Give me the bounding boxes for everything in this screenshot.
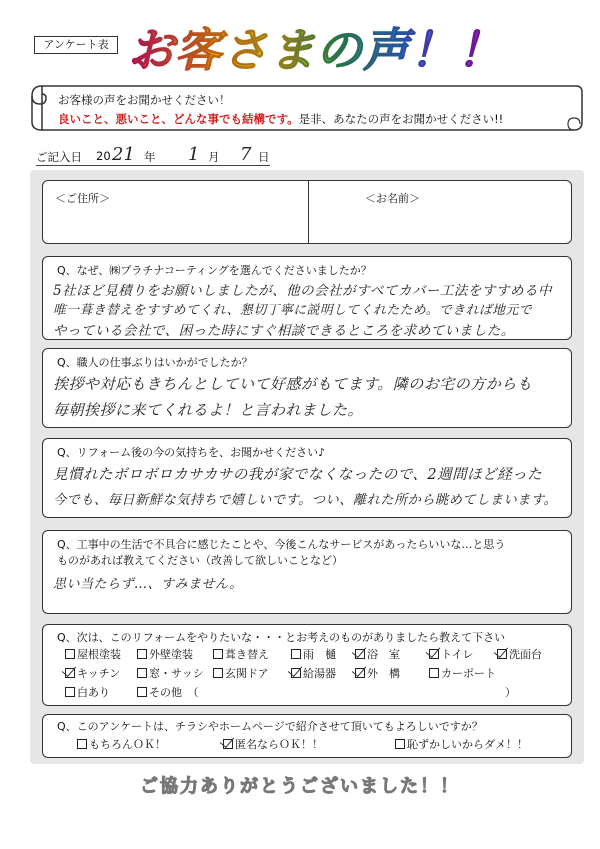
option-carport[interactable] xyxy=(429,666,496,682)
survey-tag: アンケート表 xyxy=(34,36,118,54)
option-label: もちろんＯＫ！ xyxy=(89,738,166,751)
option-label: 恥ずかしいからダメ！！ xyxy=(407,738,528,751)
checkbox-checked-icon[interactable] xyxy=(429,649,439,659)
reform-options-row-3 xyxy=(43,685,571,703)
answer-reason-line-1: 5社ほど見積りをお願いしましたが、他の会社がすべてカバー工法をすすめる中 xyxy=(53,283,552,299)
option-label: 給湯器 xyxy=(303,667,336,680)
answer-reason-line-3: やっている会社で、困った時にすぐ相談できるところを求めていました。 xyxy=(53,323,515,339)
option-window-sash[interactable] xyxy=(137,666,204,682)
question-box-publish-consent xyxy=(42,714,572,758)
reform-options-row-1 xyxy=(43,647,571,665)
checkbox-icon[interactable] xyxy=(395,739,405,749)
option-label: 玄関ドア xyxy=(225,667,269,680)
checkbox-icon[interactable] xyxy=(137,649,147,659)
checkbox-icon[interactable] xyxy=(429,668,439,678)
option-exterior[interactable] xyxy=(355,666,400,682)
question-improvements-line-1: Q、工事中の生活で不具合に感じたことや、今後こんなサービスがあったらいいな…と思う xyxy=(57,538,506,551)
option-no-embarrassed[interactable] xyxy=(395,737,528,753)
question-next-reform: Q、次は、このリフォームをやりたいな・・・とお考えのものがありましたら教えて下さい xyxy=(57,631,506,644)
checkbox-icon[interactable] xyxy=(77,739,87,749)
option-label: キッチン xyxy=(77,667,121,680)
intro-request: 是非、あなたの声をお聞かせください!! xyxy=(298,112,504,126)
option-label: 浴 室 xyxy=(367,648,400,661)
page-title: お客さまの声！！ xyxy=(128,22,508,78)
option-gutter[interactable] xyxy=(291,647,336,663)
option-of-course-ok[interactable] xyxy=(77,737,166,753)
checkbox-icon[interactable] xyxy=(65,687,75,697)
answer-craftsmanship-line-1: 挨拶や対応もきちんとしていて好感がもてます。隣のお宅の方からも xyxy=(53,375,533,393)
entry-date xyxy=(36,146,576,168)
intro-banner xyxy=(28,82,584,134)
option-entrance-door[interactable] xyxy=(213,666,269,682)
address-name-box xyxy=(42,180,572,244)
answer-feelings-line-1: 見慣れたボロボロカサカサの我が家でなくなったので、2週間ほど経った xyxy=(53,467,543,483)
address-label: ＜ご住所＞ xyxy=(55,192,110,205)
question-box-reason xyxy=(42,256,572,340)
option-bathroom[interactable] xyxy=(355,647,400,663)
year-prefix: 20 xyxy=(96,149,111,163)
answer-reason-line-2: 唯一葺き替えをすすめてくれ、懇切丁寧に説明してくれたため。できれば地元で xyxy=(53,303,533,318)
option-label: 外 構 xyxy=(367,667,400,680)
checkbox-checked-icon[interactable] xyxy=(355,668,365,678)
option-label: 屋根塗装 xyxy=(77,648,121,661)
year-unit: 年 xyxy=(144,150,156,164)
option-washbasin[interactable] xyxy=(497,647,542,663)
thanks-message: ご協力ありがとうございました！！ xyxy=(140,776,460,797)
checkbox-icon[interactable] xyxy=(65,649,75,659)
option-kitchen[interactable] xyxy=(65,666,120,682)
address-divider xyxy=(308,181,309,243)
option-toilet[interactable] xyxy=(429,647,473,663)
day-unit: 日 xyxy=(258,150,270,164)
question-feelings: Q、リフォーム後の今の気持ちを、お聞かせください♪ xyxy=(57,446,326,459)
option-water-heater[interactable] xyxy=(291,666,336,682)
name-label: ＜お名前＞ xyxy=(365,192,420,205)
option-label: 窓・サッシ xyxy=(149,667,204,680)
checkbox-checked-icon[interactable] xyxy=(355,649,365,659)
reform-options-row-2 xyxy=(43,666,571,684)
option-termites[interactable] xyxy=(65,685,110,701)
question-box-improvements xyxy=(42,530,572,614)
option-label: トイレ xyxy=(441,648,474,661)
date-label: ご記入日 xyxy=(36,150,82,164)
option-anonymous-ok[interactable] xyxy=(223,737,323,753)
question-box-feelings xyxy=(42,438,572,518)
option-label: 雨 樋 xyxy=(303,648,336,661)
checkbox-icon[interactable] xyxy=(291,649,301,659)
intro-emphasis: 良いこと、悪いこと、どんな事でも結構です。 xyxy=(58,112,299,126)
checkbox-icon[interactable] xyxy=(213,649,223,659)
month-handwritten: 1 xyxy=(188,144,200,165)
day-handwritten: 7 xyxy=(240,144,252,165)
question-publish-consent: Q、このアンケートは、チラシやホームページで紹介させて頂いてもよろしいですか？ xyxy=(57,720,483,733)
option-label: 外壁塗装 xyxy=(149,648,193,661)
checkbox-icon[interactable] xyxy=(137,668,147,678)
checkbox-icon[interactable] xyxy=(137,687,147,697)
question-improvements-line-2: ものがあれば教えてください（改善して欲しいことなど） xyxy=(57,554,343,567)
intro-line-2 xyxy=(58,111,503,127)
question-box-craftsmanship xyxy=(42,348,572,428)
month-unit: 月 xyxy=(208,150,220,164)
year-handwritten: 21 xyxy=(112,144,135,165)
option-label: 洗面台 xyxy=(509,648,542,661)
checkbox-checked-icon[interactable] xyxy=(497,649,507,659)
question-reason: Q、なぜ、㈱プラチナコーティングを選んでくださいましたか？ xyxy=(57,264,372,277)
option-wall-painting[interactable] xyxy=(137,647,193,663)
option-other[interactable] xyxy=(137,685,199,701)
option-roof-painting[interactable] xyxy=(65,647,121,663)
date-underline xyxy=(36,165,270,166)
option-label: その他 （ xyxy=(149,686,199,699)
checkbox-checked-icon[interactable] xyxy=(223,739,233,749)
checkbox-icon[interactable] xyxy=(213,668,223,678)
option-other-close: ） xyxy=(505,686,516,699)
checkbox-checked-icon[interactable] xyxy=(291,668,301,678)
option-label: 白あり xyxy=(77,686,110,699)
option-label: 葺き替え xyxy=(225,648,269,661)
intro-line-1: お客様の声をお聞かせください！ xyxy=(58,93,231,107)
question-box-next-reform xyxy=(42,624,572,706)
checkbox-checked-icon[interactable] xyxy=(65,668,75,678)
answer-improvements: 思い当たらず…、すみません。 xyxy=(53,577,243,592)
option-label: 匿名ならＯＫ！！ xyxy=(235,738,323,751)
question-craftsmanship: Q、職人の仕事ぶりはいかがでしたか？ xyxy=(57,356,253,369)
answer-feelings-line-2: 今でも、毎日新鮮な気持ちで嬉しいです。つい、離れた所から眺めてしまいます。 xyxy=(53,493,558,508)
option-label: カーポート xyxy=(441,667,496,680)
answer-craftsmanship-line-2: 毎朝挨拶に来てくれるよ！と言われました。 xyxy=(53,401,364,419)
consent-options-row xyxy=(43,737,571,755)
option-reroofing[interactable] xyxy=(213,647,269,663)
